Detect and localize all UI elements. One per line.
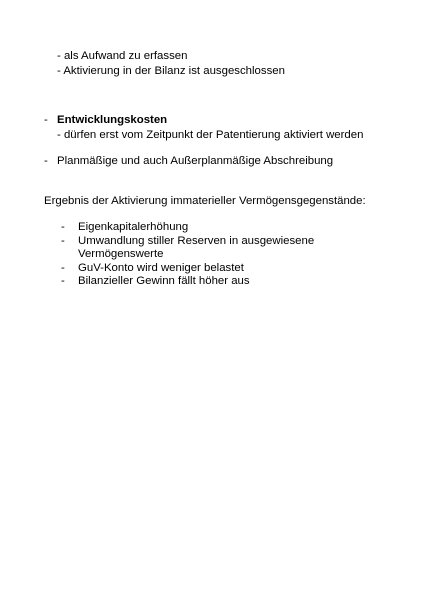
list-item-dash: -	[61, 235, 65, 247]
intro-line-aufwand: - als Aufwand zu erfassen	[57, 50, 188, 62]
list-item-dash: -	[61, 221, 65, 233]
entwicklung-heading: Entwicklungskosten	[57, 114, 168, 126]
ergebnis-heading: Ergebnis der Aktivierung immaterieller Vermögensgegenstände:	[44, 195, 366, 207]
list-item-text: GuV-Konto wird weniger belastet	[78, 262, 244, 274]
entwicklung-dash: -	[44, 114, 48, 126]
list-item-text: Vermögenswerte	[78, 248, 164, 260]
list-item-dash: -	[61, 262, 65, 274]
intro-line-aktivierung: - Aktivierung in der Bilanz ist ausgeschlossen	[57, 65, 285, 77]
list-item-text: Bilanzieller Gewinn fällt höher aus	[78, 275, 250, 287]
abschreibung-dash: -	[44, 155, 48, 167]
list-item-text: Umwandlung stiller Reserven in ausgewiesene	[78, 235, 315, 247]
entwicklung-detail: - dürfen erst vom Zeitpunkt der Patentierung aktiviert werden	[57, 129, 364, 141]
list-item-text: Eigenkapitalerhöhung	[78, 221, 189, 233]
list-item-dash: -	[61, 275, 65, 287]
abschreibung-text: Planmäßige und auch Außerplanmäßige Abschreibung	[57, 155, 334, 167]
